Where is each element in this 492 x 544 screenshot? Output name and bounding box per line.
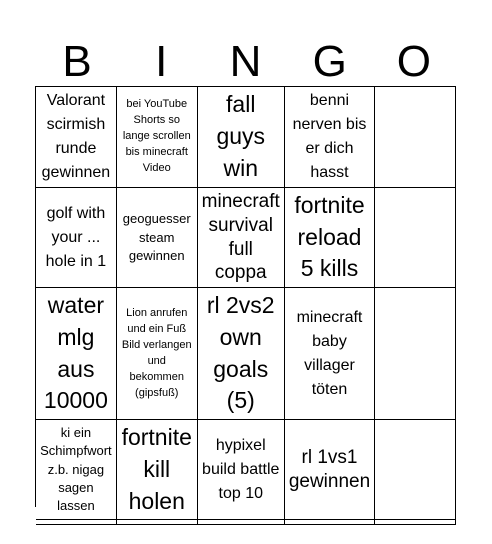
bingo-cell[interactable] — [375, 420, 456, 520]
bingo-cell[interactable] — [117, 87, 198, 188]
cell-text: bei YouTube Shorts so lange scrollen bis minecraft Video — [122, 98, 191, 174]
header-letter-o: O — [396, 37, 431, 86]
cell-text: Lion anrufen und ein Fuß Bild verlangen und bekommen (gipsfuß) — [121, 306, 192, 399]
header-letter-g: G — [312, 37, 347, 86]
cell-text: benni nerven bis er dich hasst — [292, 92, 367, 181]
cell-text: ki ein Schimpfwort z.b. nigag sagen lassen — [40, 425, 112, 514]
bingo-cell[interactable] — [117, 288, 198, 420]
cell-text: hypixel build battle top 10 — [202, 436, 280, 502]
bingo-cell[interactable] — [198, 188, 285, 288]
bingo-cell[interactable] — [285, 87, 375, 188]
cell-text: fortnite reload 5 kills — [294, 192, 365, 282]
cell-text: golf with your ... hole in 1 — [45, 204, 107, 270]
bingo-cell[interactable] — [117, 188, 198, 288]
bingo-cell[interactable] — [198, 87, 285, 188]
cell-text: fall guys win — [216, 91, 266, 181]
bingo-cell[interactable] — [36, 520, 117, 525]
bingo-cell[interactable] — [117, 520, 198, 525]
cell-text: water mlg aus 10000 — [43, 292, 108, 414]
bingo-cell[interactable] — [375, 87, 456, 188]
bingo-cell[interactable] — [36, 420, 117, 520]
cell-text: rl 2vs2 own goals (5) — [206, 292, 275, 414]
bingo-cell[interactable] — [36, 188, 117, 288]
cell-text: Valorant scirmish runde gewinnen — [41, 92, 111, 181]
bingo-cell[interactable] — [375, 520, 456, 525]
bingo-cell[interactable] — [285, 288, 375, 420]
bingo-cell[interactable] — [375, 188, 456, 288]
bingo-cell[interactable] — [117, 420, 198, 520]
bingo-cell[interactable] — [36, 288, 117, 420]
cell-text: fortnite kill holen — [121, 424, 192, 514]
header-letter-b: B — [62, 37, 92, 86]
bingo-cell[interactable] — [36, 87, 117, 188]
header-letter-n: N — [229, 37, 262, 86]
bingo-grid — [35, 86, 456, 514]
bingo-cell[interactable] — [375, 288, 456, 420]
bingo-cell[interactable] — [198, 420, 285, 520]
bingo-cell[interactable] — [285, 188, 375, 288]
cell-text: minecraft survival full coppa — [201, 191, 280, 284]
cell-text: rl 1vs1 gewinnen — [288, 446, 371, 492]
bingo-cell[interactable] — [285, 520, 375, 525]
bingo-cell[interactable] — [198, 520, 285, 525]
bingo-cell[interactable] — [285, 420, 375, 520]
bingo-header — [35, 38, 456, 86]
cell-text: minecraft baby villager töten — [296, 308, 363, 398]
cell-text: geoguesser steam gewinnen — [122, 211, 191, 263]
bingo-cell[interactable] — [198, 288, 285, 420]
header-letter-i: I — [155, 37, 168, 86]
